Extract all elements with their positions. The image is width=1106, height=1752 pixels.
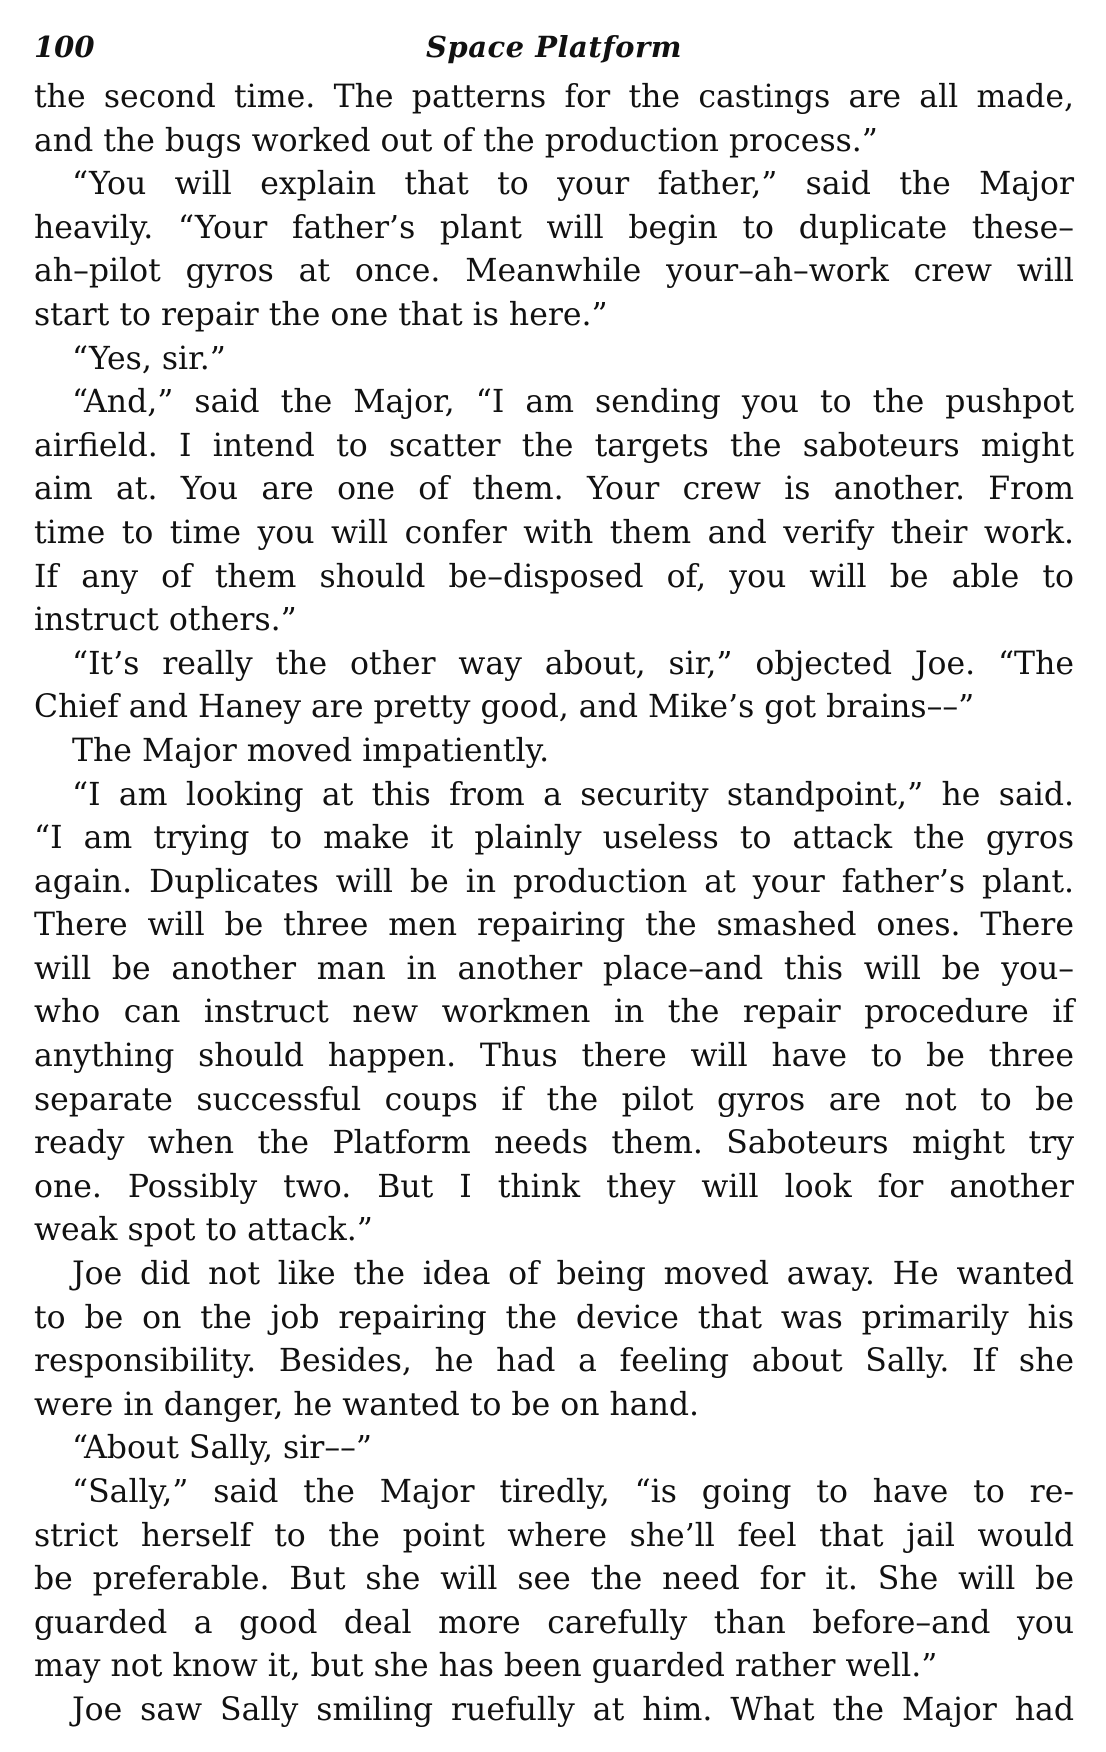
text-line: “About Sally, sir––” — [72, 1430, 372, 1467]
text-line: strict herself to the point where she’ll feel that jail would — [34, 1517, 1074, 1554]
text-line: aim at. You are one of them. Your crew is another. From — [34, 471, 1074, 508]
text-line: “You will explain that to your father,” said the Major — [72, 166, 1074, 203]
text-line: instruct others.” — [34, 602, 297, 639]
text-line: to be on the job repairing the device that was primarily his — [34, 1299, 1074, 1336]
text-line: “It’s really the other way about, sir,” objected Joe. “The — [72, 645, 1074, 682]
text-line: one. Possibly two. But I think they will look for another — [34, 1168, 1074, 1205]
text-line: responsibility. Besides, he had a feeling about Sally. If she — [34, 1343, 1074, 1380]
text-line: anything should happen. Thus there will have to be three — [34, 1038, 1074, 1075]
text-line: “Sally,” said the Major tiredly, “is going to have to re- — [72, 1474, 1074, 1510]
text-line: airfield. I intend to scatter the targets the saboteurs might — [34, 427, 1074, 464]
text-line: “Yes, sir.” — [72, 340, 226, 377]
text-line: “I am looking at this from a security standpoint,” he said. — [72, 776, 1074, 813]
text-line: the second time. The patterns for the castings are all made, — [34, 79, 1074, 115]
text-line: and the bugs worked out of the production process.” — [34, 122, 878, 159]
page-number: 100 — [34, 30, 95, 64]
text-line: ah–pilot gyros at once. Meanwhile your–ah–work crew will — [34, 253, 1074, 290]
text-line: ready when the Platform needs them. Saboteurs might try — [34, 1125, 1074, 1162]
text-line: “I am trying to make it plainly useless to attack the gyros — [34, 820, 1074, 857]
page-header — [34, 26, 1074, 72]
text-line: start to repair the one that is here.” — [34, 296, 608, 333]
text-line: will be another man in another place–and this will be you– — [34, 950, 1074, 987]
body-text — [34, 76, 1074, 1733]
text-line: The Major moved impatiently. — [72, 732, 550, 769]
text-line: There will be three men repairing the smashed ones. There — [34, 907, 1074, 944]
text-line: were in danger, he wanted to be on hand. — [34, 1386, 700, 1423]
text-line: may not know it, but she has been guarded rather well.” — [34, 1648, 938, 1685]
text-line: heavily. “Your father’s plant will begin to duplicate these– — [34, 209, 1074, 246]
book-page — [34, 26, 1074, 1726]
text-line: Joe saw Sally smiling ruefully at him. What the Major had — [72, 1691, 1074, 1728]
text-line: who can instruct new workmen in the repair procedure if — [34, 994, 1074, 1031]
text-line: be preferable. But she will see the need for it. She will be — [34, 1561, 1074, 1598]
running-head-title: Space Platform — [425, 30, 682, 64]
text-line: “And,” said the Major, “I am sending you to the pushpot — [72, 384, 1074, 421]
text-line: If any of them should be–disposed of, you will be able to — [34, 558, 1074, 595]
text-line: Chief and Haney are pretty good, and Mike’s got brains––” — [34, 689, 975, 726]
text-line: weak spot to attack.” — [34, 1212, 373, 1249]
text-line: Joe did not like the idea of being moved away. He wanted — [72, 1256, 1074, 1293]
text-line: separate successful coups if the pilot gyros are not to be — [34, 1081, 1074, 1118]
text-line: time to time you will confer with them and verify their work. — [34, 514, 1074, 551]
text-line: guarded a good deal more carefully than before–and you — [34, 1604, 1074, 1641]
text-line: again. Duplicates will be in production at your father’s plant. — [34, 863, 1074, 900]
